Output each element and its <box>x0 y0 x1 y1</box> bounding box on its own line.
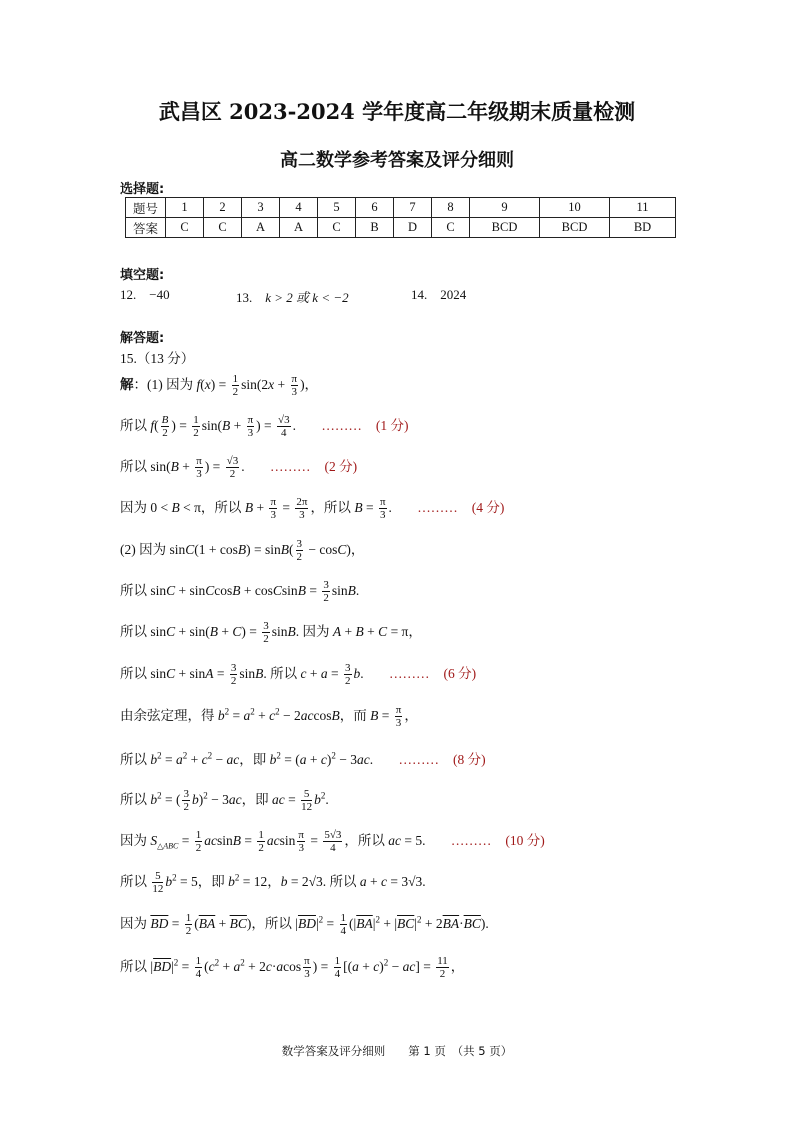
score-badge: (1 分) <box>375 418 409 433</box>
solution-line: 所以 $b^2$ = ( $\frac{3}{2}$ b)$^2$ − 3ac，即 ac = $\frac{5}{12}$ $b^2$. <box>120 788 329 814</box>
choice-heading: 选择题: <box>120 182 165 197</box>
score-badge: (8 分) <box>452 752 486 767</box>
fill-answer: −40 <box>149 287 170 302</box>
answer-cell: C <box>204 218 242 238</box>
score-badge: (6 分) <box>443 666 477 681</box>
answer-cell: A <box>242 218 280 238</box>
answer-cell: C <box>318 218 356 238</box>
page-subtitle: 高二数学参考答案及评分细则 <box>280 150 514 171</box>
solution-line: 解：(1) 因为 f(x) = $\frac{1}{2}$ sin(2x + $\frac{\pi}{3}$ )， <box>120 373 319 399</box>
question-number: 11 <box>610 198 676 218</box>
answer-cell: B <box>356 218 394 238</box>
solution-line: 所以 f( $\frac{B}{2}$ ) = $\frac{1}{2}$ sin(B + $\frac{\pi}{3}$ ) = $\frac{√3}{4}$ . ……… (1 分) <box>120 414 409 440</box>
dots: ……… <box>269 459 311 474</box>
page-footer: 数学答案及评分细则 第 1 页 （共 5 页） <box>281 1044 513 1058</box>
score-badge: (4 分) <box>471 500 505 515</box>
solution-line: 因为 $S_{\triangle ABC}$ = $\frac{1}{2}$ acsinB = $\frac{1}{2}$ acsin $\frac{\pi}{3}$ = $\frac{5√3}{4}$ ，所以 ac = 5. ……… (10 分) <box>120 829 545 855</box>
table-row <box>126 218 676 238</box>
solution-line: 所以 sinC + sinA = $\frac{3}{2}$ sinB. 所以 c + a = $\frac{3}{2}$ b. ……… (6 分) <box>120 662 477 688</box>
question-number: 1 <box>166 198 204 218</box>
dots: ……… <box>389 666 430 681</box>
jie-label: 解 <box>120 377 134 393</box>
solution-line: 所以 sinC + sinCcosB + cosCsinB = $\frac{3}{2}$ sinB. <box>120 579 360 605</box>
fill-answer: 2024 <box>440 287 467 302</box>
answer-table <box>125 197 676 238</box>
fill-answer: k > 2 或 k < −2 <box>265 290 349 305</box>
answer-cell: C <box>432 218 470 238</box>
dots: ……… <box>321 418 362 433</box>
dots: ……… <box>398 752 439 767</box>
score-badge: (2 分) <box>324 459 358 474</box>
fill-number: 14. <box>411 287 428 302</box>
question-number: 4 <box>280 198 318 218</box>
question-number: 7 <box>394 198 432 218</box>
question-15-label: 15.（13 分） <box>120 351 195 366</box>
score-badge: (10 分) <box>505 833 545 848</box>
question-number: 5 <box>318 198 356 218</box>
solve-heading: 解答题: <box>120 331 165 346</box>
solution-line: 因为 0 < B < π，所以 B + $\frac{\pi}{3}$ = $\frac{2\pi}{3}$ ，所以 B = $\frac{\pi}{3}$ . ……… (4 分) <box>120 496 505 522</box>
answer-cell: C <box>166 218 204 238</box>
question-number: 3 <box>242 198 280 218</box>
question-number: 9 <box>470 198 540 218</box>
row-label: 题号 <box>126 198 166 218</box>
fill-number: 12. <box>120 287 137 302</box>
table-row <box>126 198 676 218</box>
solution-line: 所以 sin(B + $\frac{\pi}{3}$ ) = $\frac{√3}{2}$ . ……… (2 分) <box>120 455 358 481</box>
solution-line: 所以 $b^2 = a^2 + c^2$ − ac，即 $b^2 = (a + c)^2 - 3ac$. ……… (8 分) <box>120 750 486 767</box>
fill-number: 13. <box>236 290 253 305</box>
page-title: 武昌区 2023-2024 学年度高二年级期末质量检测 <box>158 99 636 124</box>
solution-line: (2) 因为 sinC(1 + cosB) = sinB( $\frac{3}{2}$ − cosC)， <box>120 538 365 564</box>
dots: ……… <box>450 833 492 848</box>
answer-cell: BCD <box>540 218 610 238</box>
question-number: 6 <box>356 198 394 218</box>
fill-item-14 <box>411 287 466 303</box>
fill-item-13 <box>236 287 349 306</box>
question-number: 2 <box>204 198 242 218</box>
solution-line: 由余弦定理，得 $b^2 = a^2 + c^2 - 2accosB$，而 B = $\frac{\pi}{3}$ ， <box>120 704 418 730</box>
dots: ……… <box>417 500 458 515</box>
answer-cell: D <box>394 218 432 238</box>
question-number: 8 <box>432 198 470 218</box>
question-number: 10 <box>540 198 610 218</box>
solution-line: 所以 $|\overline{BD}|^2$ = $\frac{1}{4}$ ($c^2 + a^2 + 2c\cdot acos$ $\frac{\pi}{3}$ ) = $\frac{1}{4}$ $[(a + c)^2 - ac]$ = $\frac{11}{2}$ ， <box>120 955 465 981</box>
solution-line: 因为 $\overline{BD}$ = $\frac{1}{2}$ $(\overline{BA} + \overline{BC})$，所以 $|\overline{BD}|^2$ = $\frac{1}{4}$ $(|\overline{BA}|^2 + |\overline{BC}|^2 + 2\overline{BA}\cdot\overline{BC})$. <box>120 912 489 938</box>
answer-cell: BCD <box>470 218 540 238</box>
fill-heading: 填空题: <box>120 268 165 283</box>
solution-line: 所以 $\frac{5}{12}$ $b^2 = 5$，即 $b^2 = 12$，b = 2√3. 所以 a + c = 3√3. <box>120 870 426 896</box>
answer-cell: BD <box>610 218 676 238</box>
fill-item-12 <box>120 287 170 303</box>
solution-line: 所以 sinC + sin(B + C) = $\frac{3}{2}$ sinB. 因为 A + B + C = π， <box>120 620 422 646</box>
answer-cell: A <box>280 218 318 238</box>
row-label: 答案 <box>126 218 166 238</box>
